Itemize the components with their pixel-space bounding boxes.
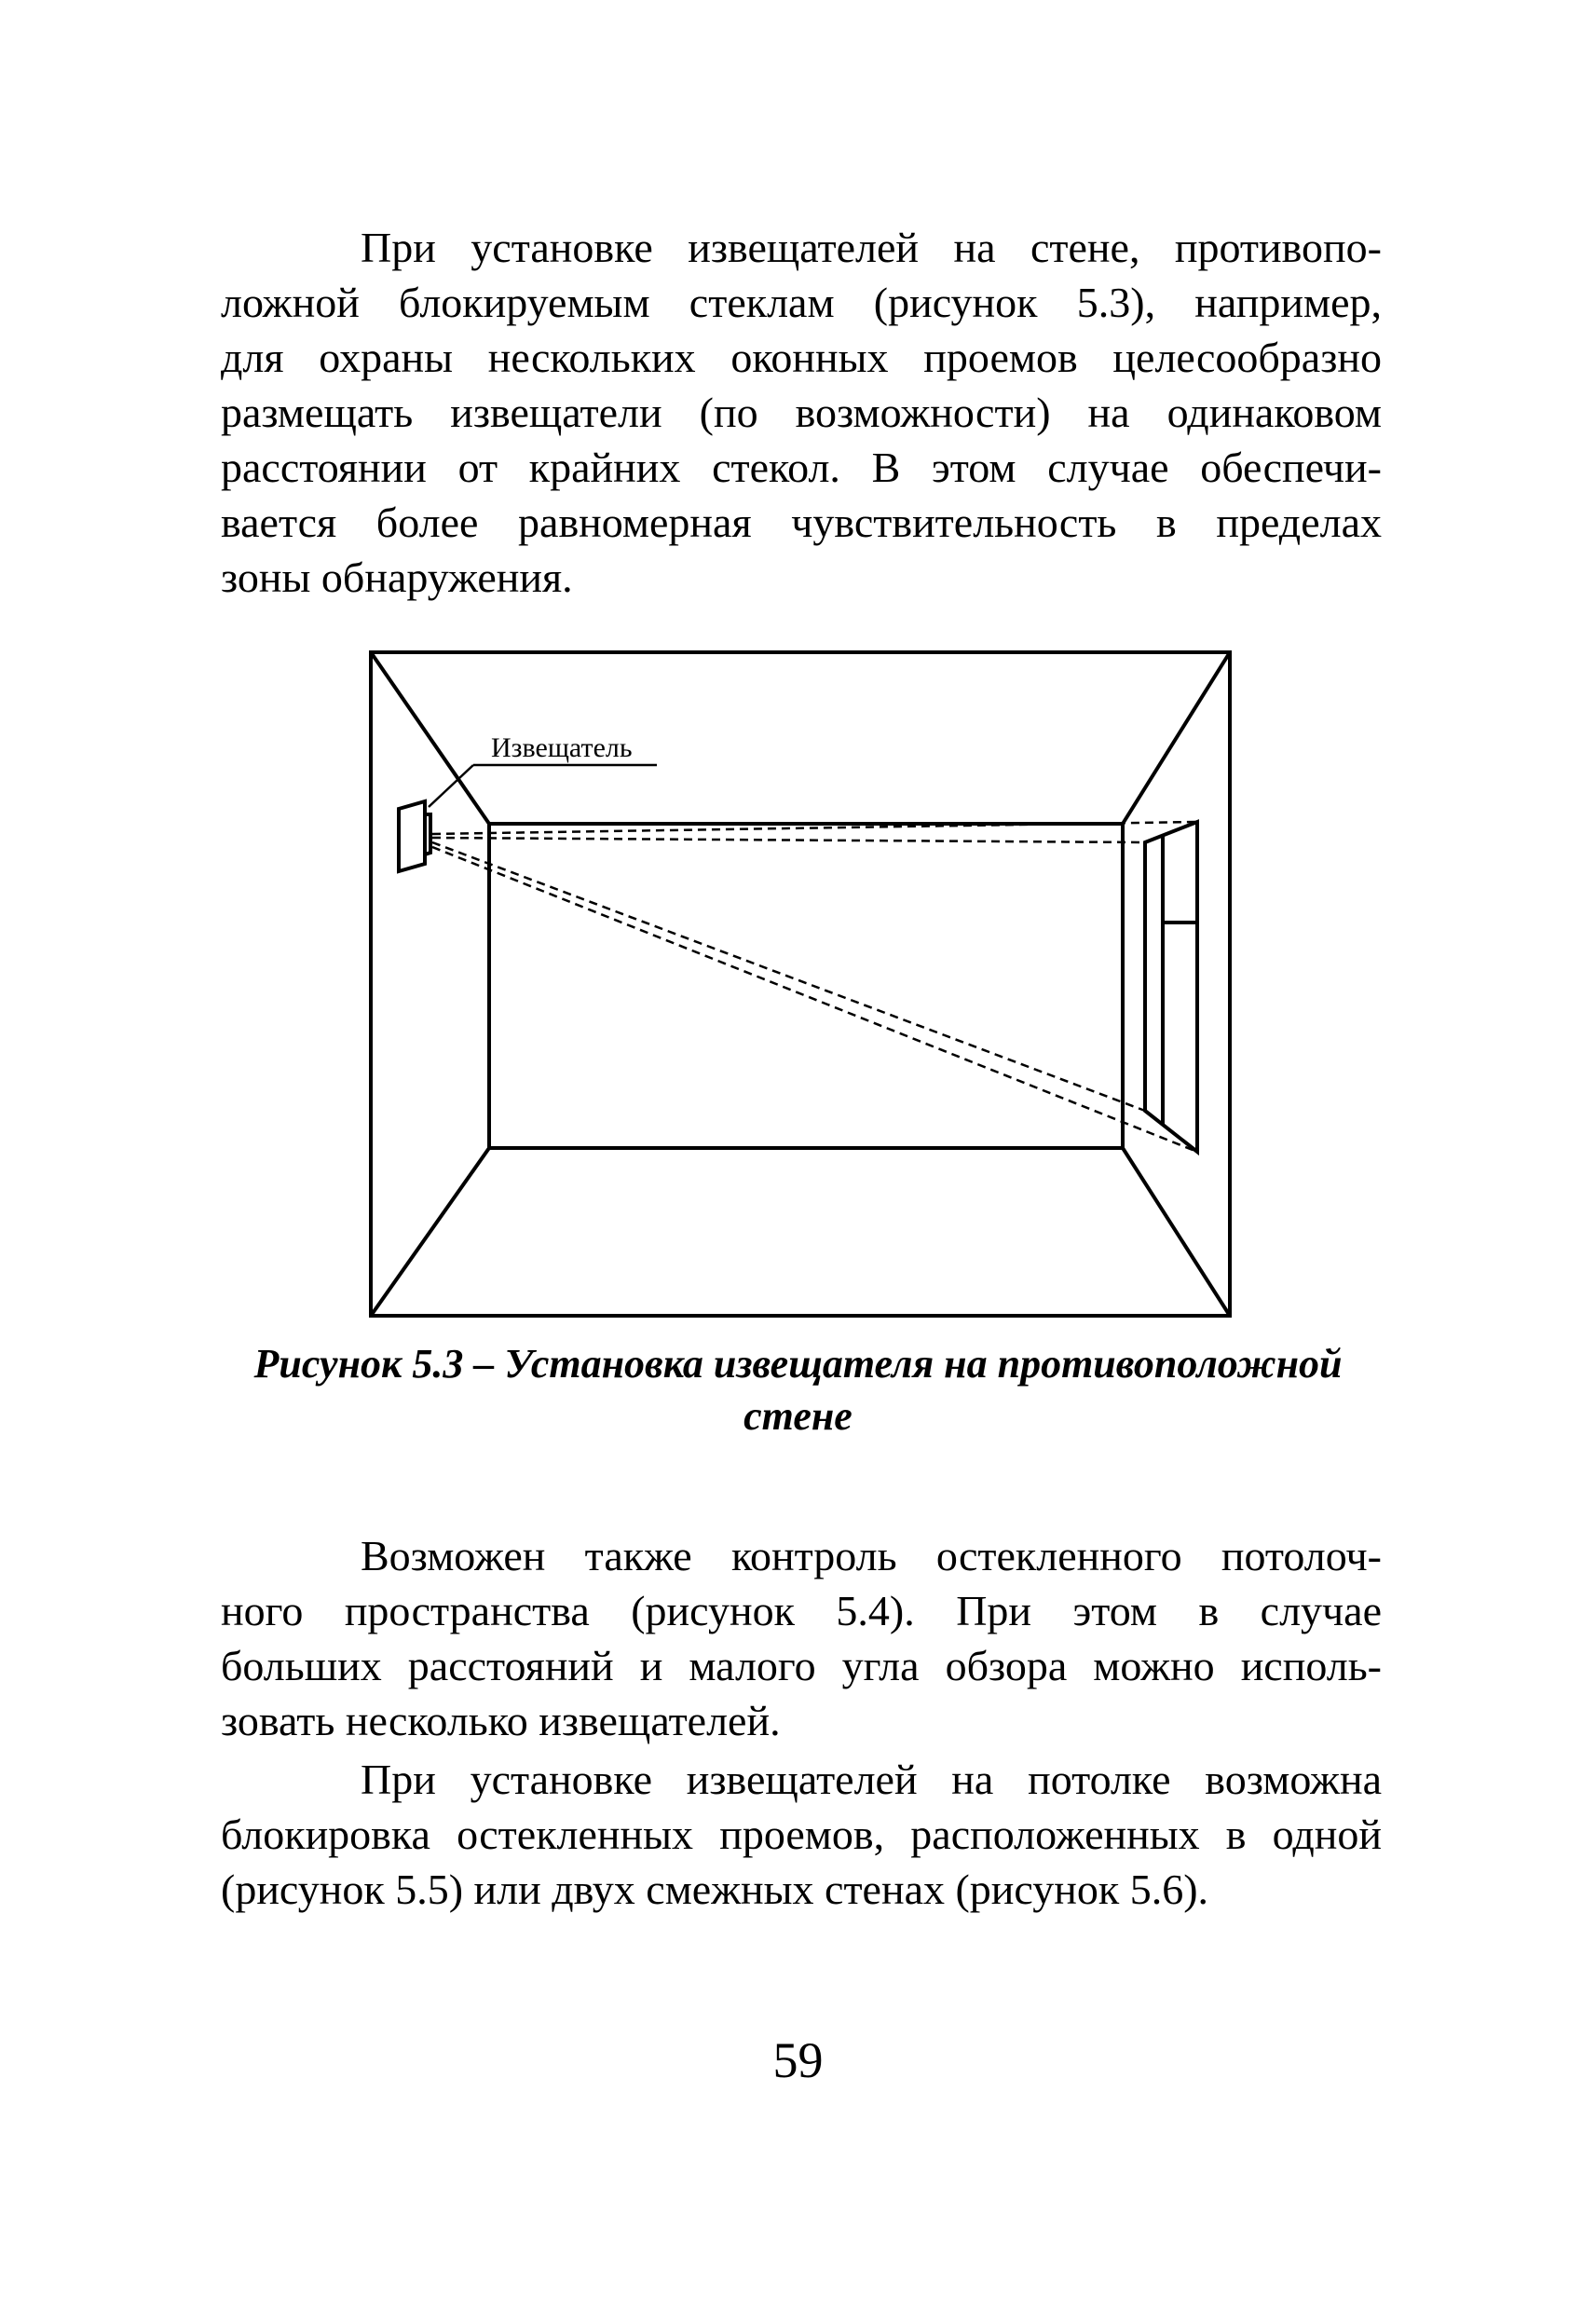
corner-line-top-left: [371, 652, 489, 824]
paragraph-line: больших расстояний и малого угла обзора можно исполь-: [221, 1642, 1382, 1689]
paragraph-line: (рисунок 5.5) или двух смежных стенах (рисунок 5.6).: [221, 1866, 1209, 1913]
paragraph-line: блокировка остекленных проемов, расположенных в одной: [221, 1811, 1382, 1858]
paragraph-line: размещать извещатели (по возможности) на одинаковом: [221, 389, 1382, 436]
corner-line-bottom-left: [371, 1148, 489, 1316]
paragraph-line: зовать несколько извещателей.: [221, 1697, 781, 1744]
detector-lens: [425, 814, 430, 854]
corner-line-bottom-right: [1123, 1148, 1230, 1316]
room-back-wall: [489, 824, 1123, 1148]
window-frame-outer: [1145, 822, 1197, 1152]
detector-body: [399, 801, 425, 871]
paragraph-3: [221, 1752, 1382, 1917]
paragraph-line: При установке извещателей на потолке возможна: [361, 1756, 1382, 1803]
caption-line: Рисунок 5.3 – Установка извещателя на противоположной: [253, 1341, 1343, 1387]
page-number: 59: [772, 2032, 824, 2088]
paragraph-line: Возможен также контроль остекленного потолоч-: [361, 1532, 1382, 1579]
paragraph-line: для охраны нескольких оконных проемов целесообразно: [221, 334, 1382, 381]
figure-caption: [186, 1338, 1410, 1442]
detector-label: Извещатель: [491, 732, 633, 763]
paragraph-2: [221, 1528, 1382, 1748]
paragraph-line: ного пространства (рисунок 5.4). При этом в случае: [221, 1587, 1382, 1634]
corner-line-top-right: [1123, 652, 1230, 824]
paragraph-line: ложной блокируемым стеклам (рисунок 5.3), например,: [221, 279, 1382, 326]
paragraph-line: расстоянии от крайних стекол. В этом случае обеспечи-: [221, 444, 1382, 491]
paragraph-line: вается более равномерная чувствительность в пределах: [221, 499, 1382, 546]
paragraph-1: [221, 220, 1382, 605]
paragraph-line: зоны обнаружения.: [221, 554, 573, 601]
beam-line: [432, 847, 1197, 1152]
beam-line: [432, 842, 1145, 1111]
beam-line: [432, 838, 1145, 842]
paragraph-line: При установке извещателей на стене, противопо-: [361, 224, 1382, 271]
room-diagram: [354, 643, 1248, 1333]
caption-line: стене: [743, 1393, 853, 1439]
figure-5-3: [354, 643, 1248, 1333]
